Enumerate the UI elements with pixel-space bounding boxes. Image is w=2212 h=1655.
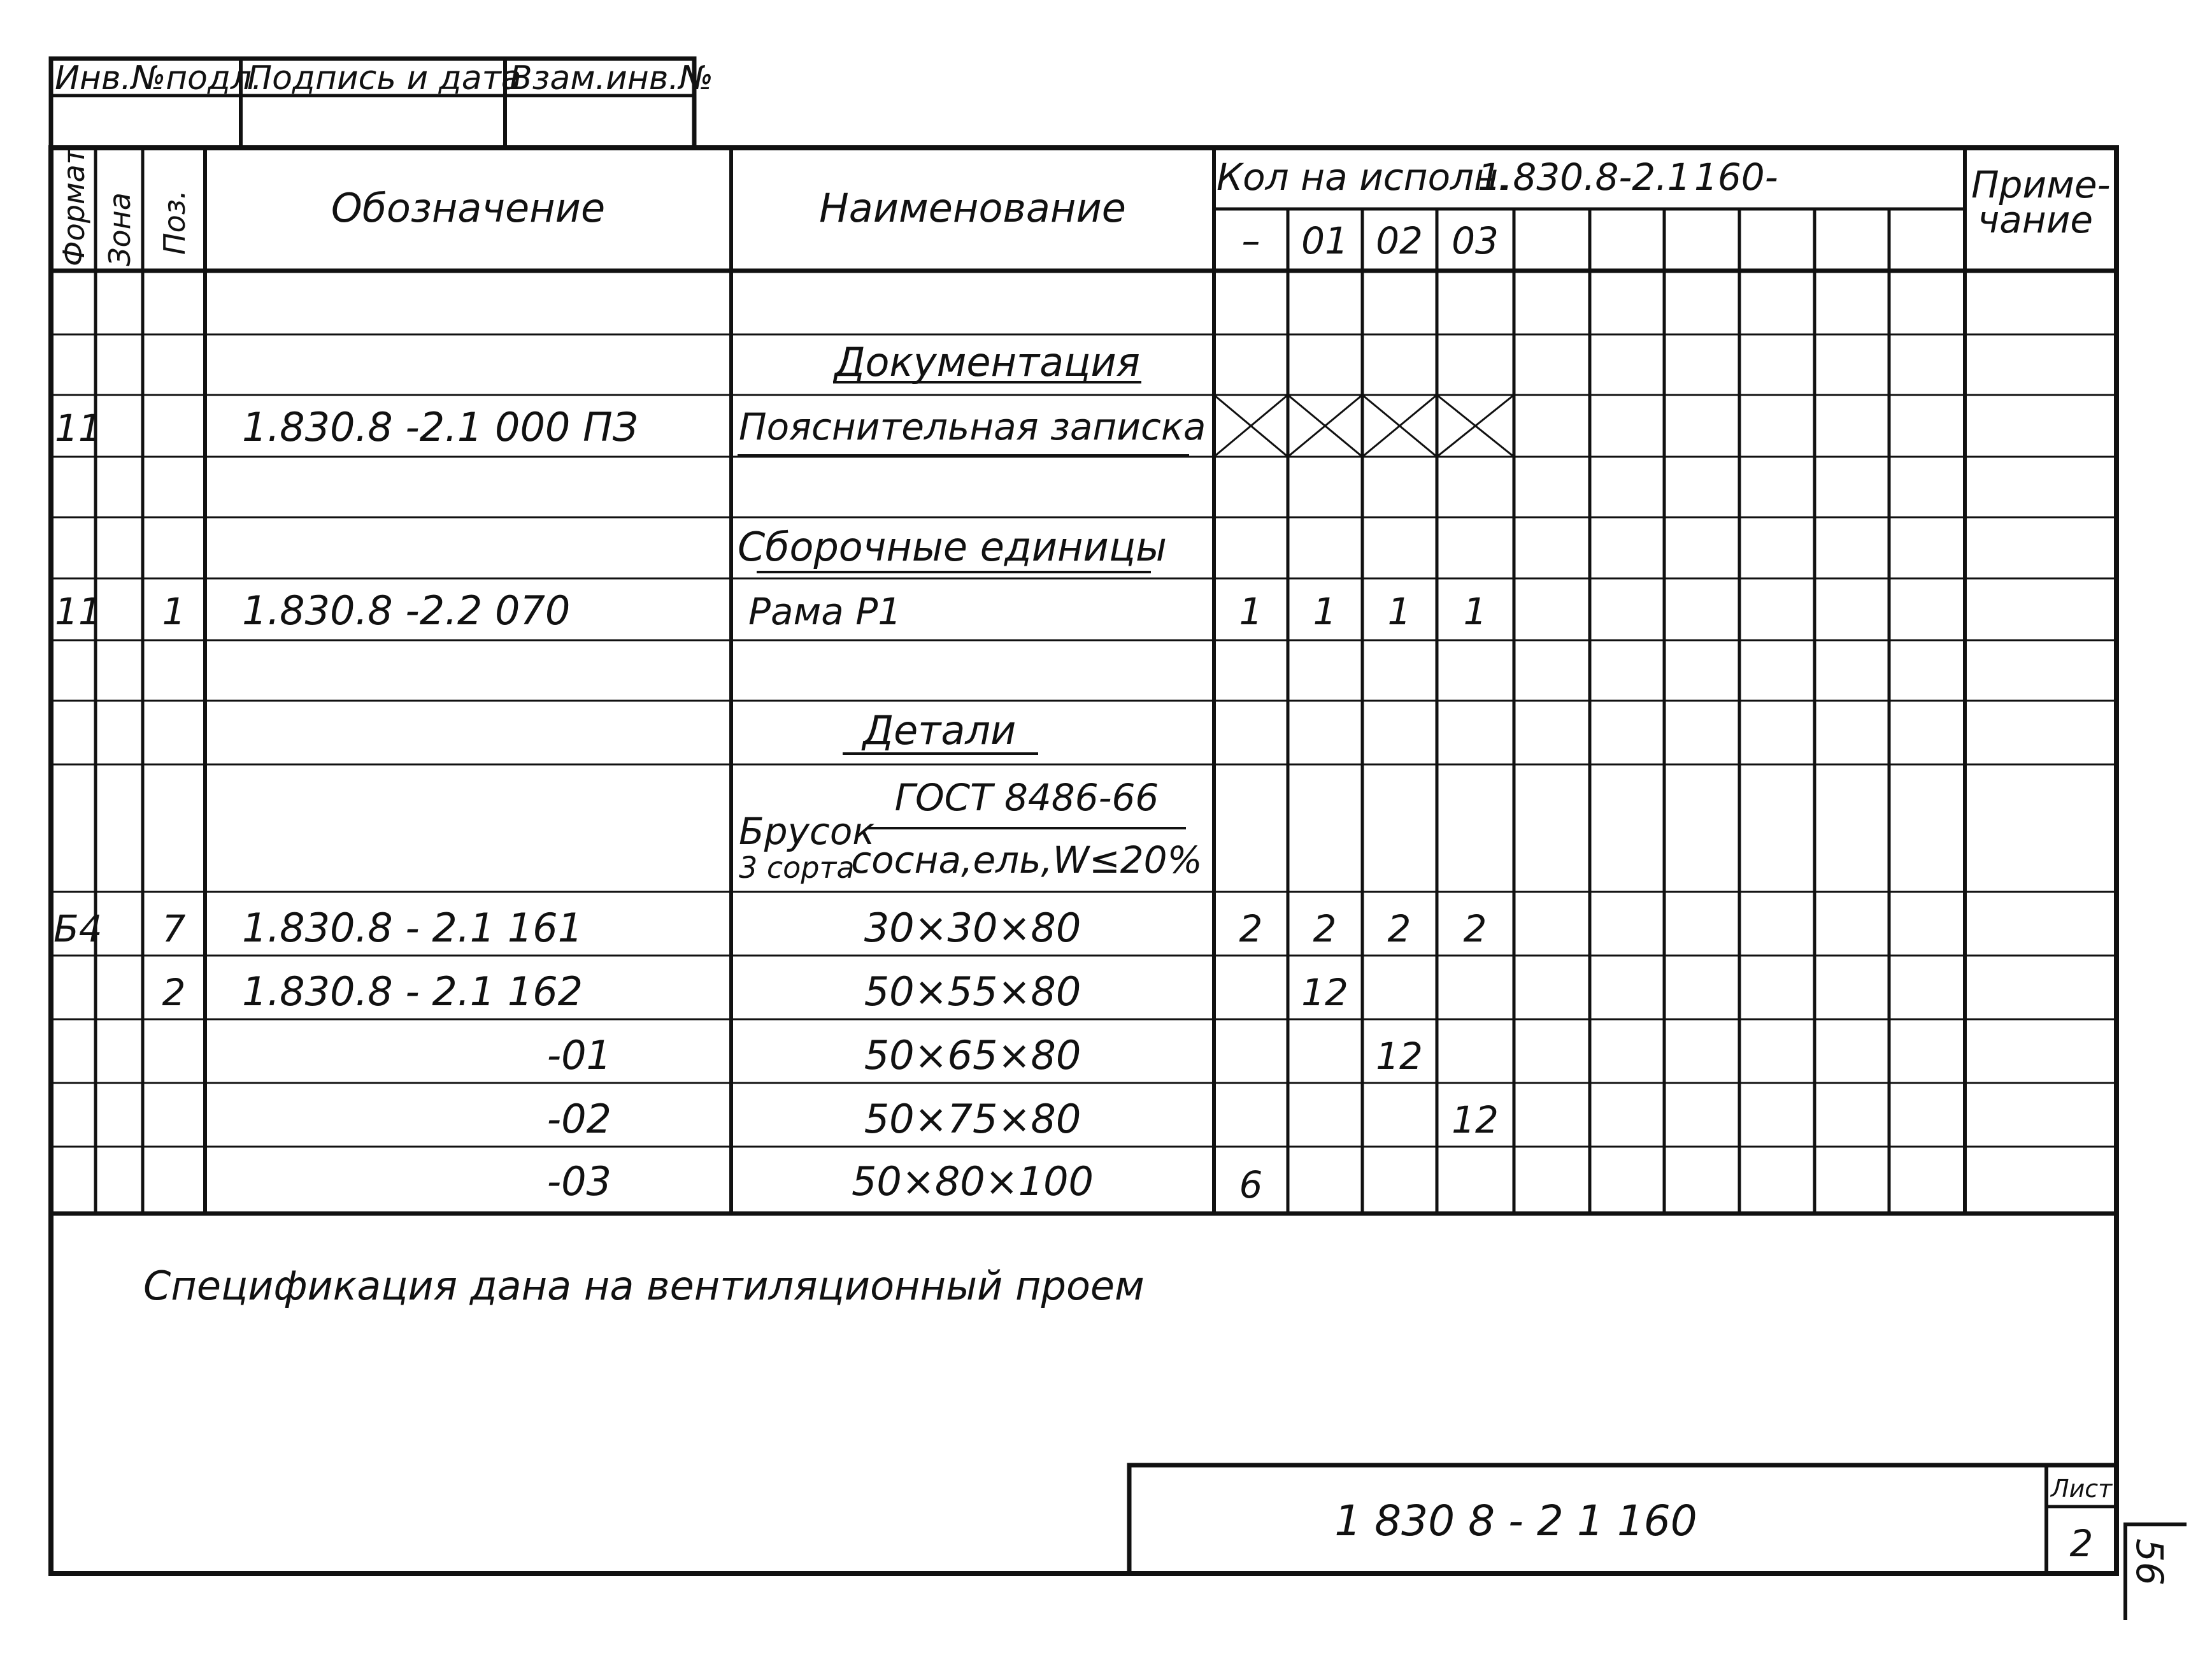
- doc-designation: 1.830.8 -2.1 000 ПЗ: [242, 404, 638, 450]
- r162-01-designation: -01: [546, 1032, 611, 1078]
- note-text: Спецификация дана на вентиляционный проем: [143, 1263, 1145, 1309]
- r162-02-qty-03: 12: [1452, 1098, 1499, 1142]
- r162-03-qty-0: 6: [1239, 1163, 1263, 1207]
- header-primechanie-1: Приме-: [1971, 163, 2111, 206]
- header-poz: Поз.: [157, 190, 192, 255]
- header-variant-03: 03: [1452, 219, 1499, 262]
- r162-01-qty-02: 12: [1376, 1035, 1423, 1078]
- stamp-vzam-inv: Взам.инв.№: [510, 59, 713, 97]
- r162-03-name: 50×80×100: [851, 1158, 1094, 1205]
- section-assembly: Сборочные единицы: [737, 524, 1167, 570]
- r162-qty-01: 12: [1301, 971, 1348, 1014]
- r162-02-name: 50×75×80: [864, 1096, 1081, 1142]
- r161-qty-02: 2: [1387, 907, 1411, 950]
- r162-designation: 1.830.8 - 2.1 162: [242, 968, 583, 1015]
- frame-designation: 1.830.8 -2.2 070: [242, 587, 571, 634]
- r161-pos: 7: [162, 907, 186, 950]
- r161-designation: 1.830.8 - 2.1 161: [242, 905, 583, 951]
- header-zona: Зона: [103, 192, 137, 266]
- r162-name: 50×55×80: [864, 968, 1081, 1015]
- header-primechanie-2: чание: [1978, 198, 2094, 241]
- doc-format: 11: [55, 406, 102, 450]
- r162-pos: 2: [162, 971, 186, 1014]
- header-variant-0: –: [1241, 219, 1260, 262]
- stamp-podpis-data: Подпись и дата: [247, 59, 522, 97]
- material-name-1: Брусок: [739, 810, 875, 853]
- material-name-2: 3 сорта: [739, 850, 855, 885]
- section-documentation: Документация: [834, 339, 1140, 385]
- stamp-inv-podl: Инв.№подл.: [55, 59, 262, 97]
- section-details: Детали: [862, 707, 1017, 754]
- frame-name: Рама Р1: [748, 590, 902, 633]
- r162-03-designation: -03: [546, 1158, 611, 1205]
- doc-name: Пояснительная записка: [739, 405, 1206, 448]
- r161-qty-03: 2: [1463, 907, 1487, 950]
- page-number: 56: [2128, 1538, 2171, 1586]
- frame-format: 11: [55, 590, 102, 633]
- frame-qty-03: 1: [1463, 590, 1487, 633]
- header-kol-doc: 1.830.8-2.1: [1478, 155, 1691, 199]
- r161-format: Б4: [54, 907, 103, 950]
- header-kol-num: 160-: [1694, 155, 1778, 199]
- frame-qty-02: 1: [1387, 590, 1411, 633]
- r162-01-name: 50×65×80: [864, 1032, 1081, 1078]
- r161-qty-0: 2: [1239, 907, 1263, 950]
- material-standard: ГОСТ 8486-66: [894, 776, 1159, 819]
- header-variant-02: 02: [1376, 219, 1423, 262]
- header-variant-01: 01: [1301, 219, 1348, 262]
- frame-pos: 1: [162, 590, 186, 633]
- frame-qty-0: 1: [1239, 590, 1263, 633]
- title-sheet-number: 2: [2069, 1522, 2094, 1565]
- header-oboznachenie: Обозначение: [331, 185, 606, 231]
- r162-02-designation: -02: [546, 1096, 611, 1142]
- r161-name: 30×30×80: [864, 905, 1081, 951]
- frame-qty-01: 1: [1313, 590, 1337, 633]
- header-kol-label: Кол на исполн.: [1217, 155, 1510, 199]
- material-spec: сосна,ель,W≤20%: [851, 838, 1202, 882]
- title-designation: 1 830 8 - 2 1 160: [1334, 1496, 1697, 1545]
- header-format: Формат: [57, 147, 91, 266]
- header-naimenovanie: Наименование: [819, 185, 1126, 231]
- r161-qty-01: 2: [1313, 907, 1337, 950]
- title-sheet-label: Лист: [2051, 1475, 2113, 1503]
